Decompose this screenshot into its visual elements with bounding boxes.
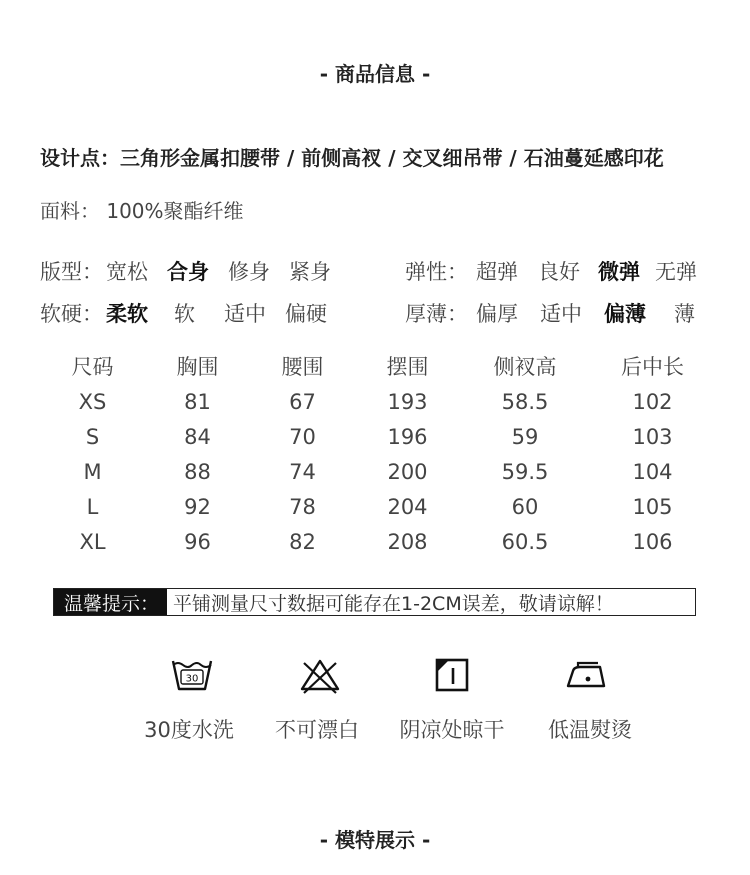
thickness-label: 厚薄： [405,302,468,326]
table-cell: 60 [511,494,539,519]
header-back-length: 后中长 [621,355,684,379]
table-cell: 104 [632,459,673,484]
table-row [40,489,715,524]
fit-option-selected: 合身 [167,260,209,284]
softness-option-selected: 柔软 [106,302,148,326]
design-points: 设计点：三角形金属扣腰带 / 前侧高衩 / 交叉细吊带 / 石油蔓延感印花 [40,146,664,170]
table-cell: 81 [184,389,211,414]
table-cell: 84 [184,424,211,449]
elasticity-label: 弹性： [405,260,468,284]
table-row [40,384,715,419]
table-cell: L [86,494,99,519]
size-table-header [40,348,715,384]
fit-option: 修身 [228,260,270,284]
softness-label: 软硬： [40,302,103,326]
elasticity-option: 无弹 [655,260,697,284]
table-cell: 204 [387,494,428,519]
table-cell: 60.5 [501,529,549,554]
elasticity-option-selected: 微弹 [598,260,640,284]
table-cell: 67 [289,389,316,414]
tip-label: 温馨提示： [54,589,167,615]
care-label-low-iron: 低温熨烫 [548,718,632,742]
header-size: 尺码 [71,355,114,379]
table-cell: 102 [632,389,673,414]
care-label-shade-dry: 阴凉处晾干 [399,718,505,742]
care-label-no-bleach: 不可漂白 [275,718,359,742]
table-row [40,419,715,454]
shade-dry-icon [430,653,474,697]
table-cell: 59 [511,424,539,449]
table-cell: 96 [184,529,211,554]
table-cell: 88 [184,459,211,484]
no-bleach-icon [298,653,342,697]
thickness-option: 偏厚 [476,302,518,326]
table-cell: 59.5 [501,459,549,484]
table-cell: 78 [289,494,316,519]
table-cell: 74 [289,459,316,484]
thickness-option: 薄 [674,302,695,326]
elasticity-option: 良好 [538,260,580,284]
wash-temp-badge: 30 [185,673,199,685]
table-cell: 193 [387,389,428,414]
header-waist: 腰围 [281,355,324,379]
fabric-info: 面料： 100%聚酯纤维 [40,199,244,223]
size-table [40,348,715,559]
measurement-tip [53,588,696,616]
table-cell: 105 [632,494,673,519]
header-chest: 胸围 [176,355,219,379]
header-hem: 摆围 [386,355,429,379]
fit-option: 紧身 [289,260,331,284]
table-cell: 92 [184,494,211,519]
table-cell: 106 [632,529,673,554]
elasticity-option: 超弹 [476,260,518,284]
softness-option: 偏硬 [285,302,327,326]
tip-text: 平铺测量尺寸数据可能存在1-2CM误差，敬请谅解！ [173,592,614,615]
product-info-heading: - 商品信息 - [319,62,431,86]
table-cell: 208 [387,529,428,554]
model-show-heading: - 模特展示 - [319,828,431,852]
table-cell: 200 [387,459,428,484]
care-label-wash: 30度水洗 [144,718,234,742]
thickness-option-selected: 偏薄 [604,302,646,326]
low-iron-icon [564,653,608,697]
softness-option: 软 [174,302,195,326]
table-cell: 70 [289,424,316,449]
table-cell: XL [79,529,106,554]
table-row [40,454,715,489]
fit-option: 宽松 [106,260,148,284]
table-cell: M [83,459,102,484]
softness-option: 适中 [224,302,266,326]
table-row [40,524,715,559]
table-cell: 103 [632,424,673,449]
wash-30-icon [170,653,214,697]
header-slit-height: 侧衩高 [493,355,557,379]
thickness-option: 适中 [540,302,582,326]
table-cell: 196 [387,424,428,449]
fit-label: 版型： [40,260,103,284]
table-cell: S [85,424,100,449]
attributes-row-1 [0,256,750,286]
attributes-row-2 [0,298,750,328]
table-cell: XS [78,389,107,414]
table-cell: 58.5 [501,389,549,414]
table-cell: 82 [289,529,316,554]
